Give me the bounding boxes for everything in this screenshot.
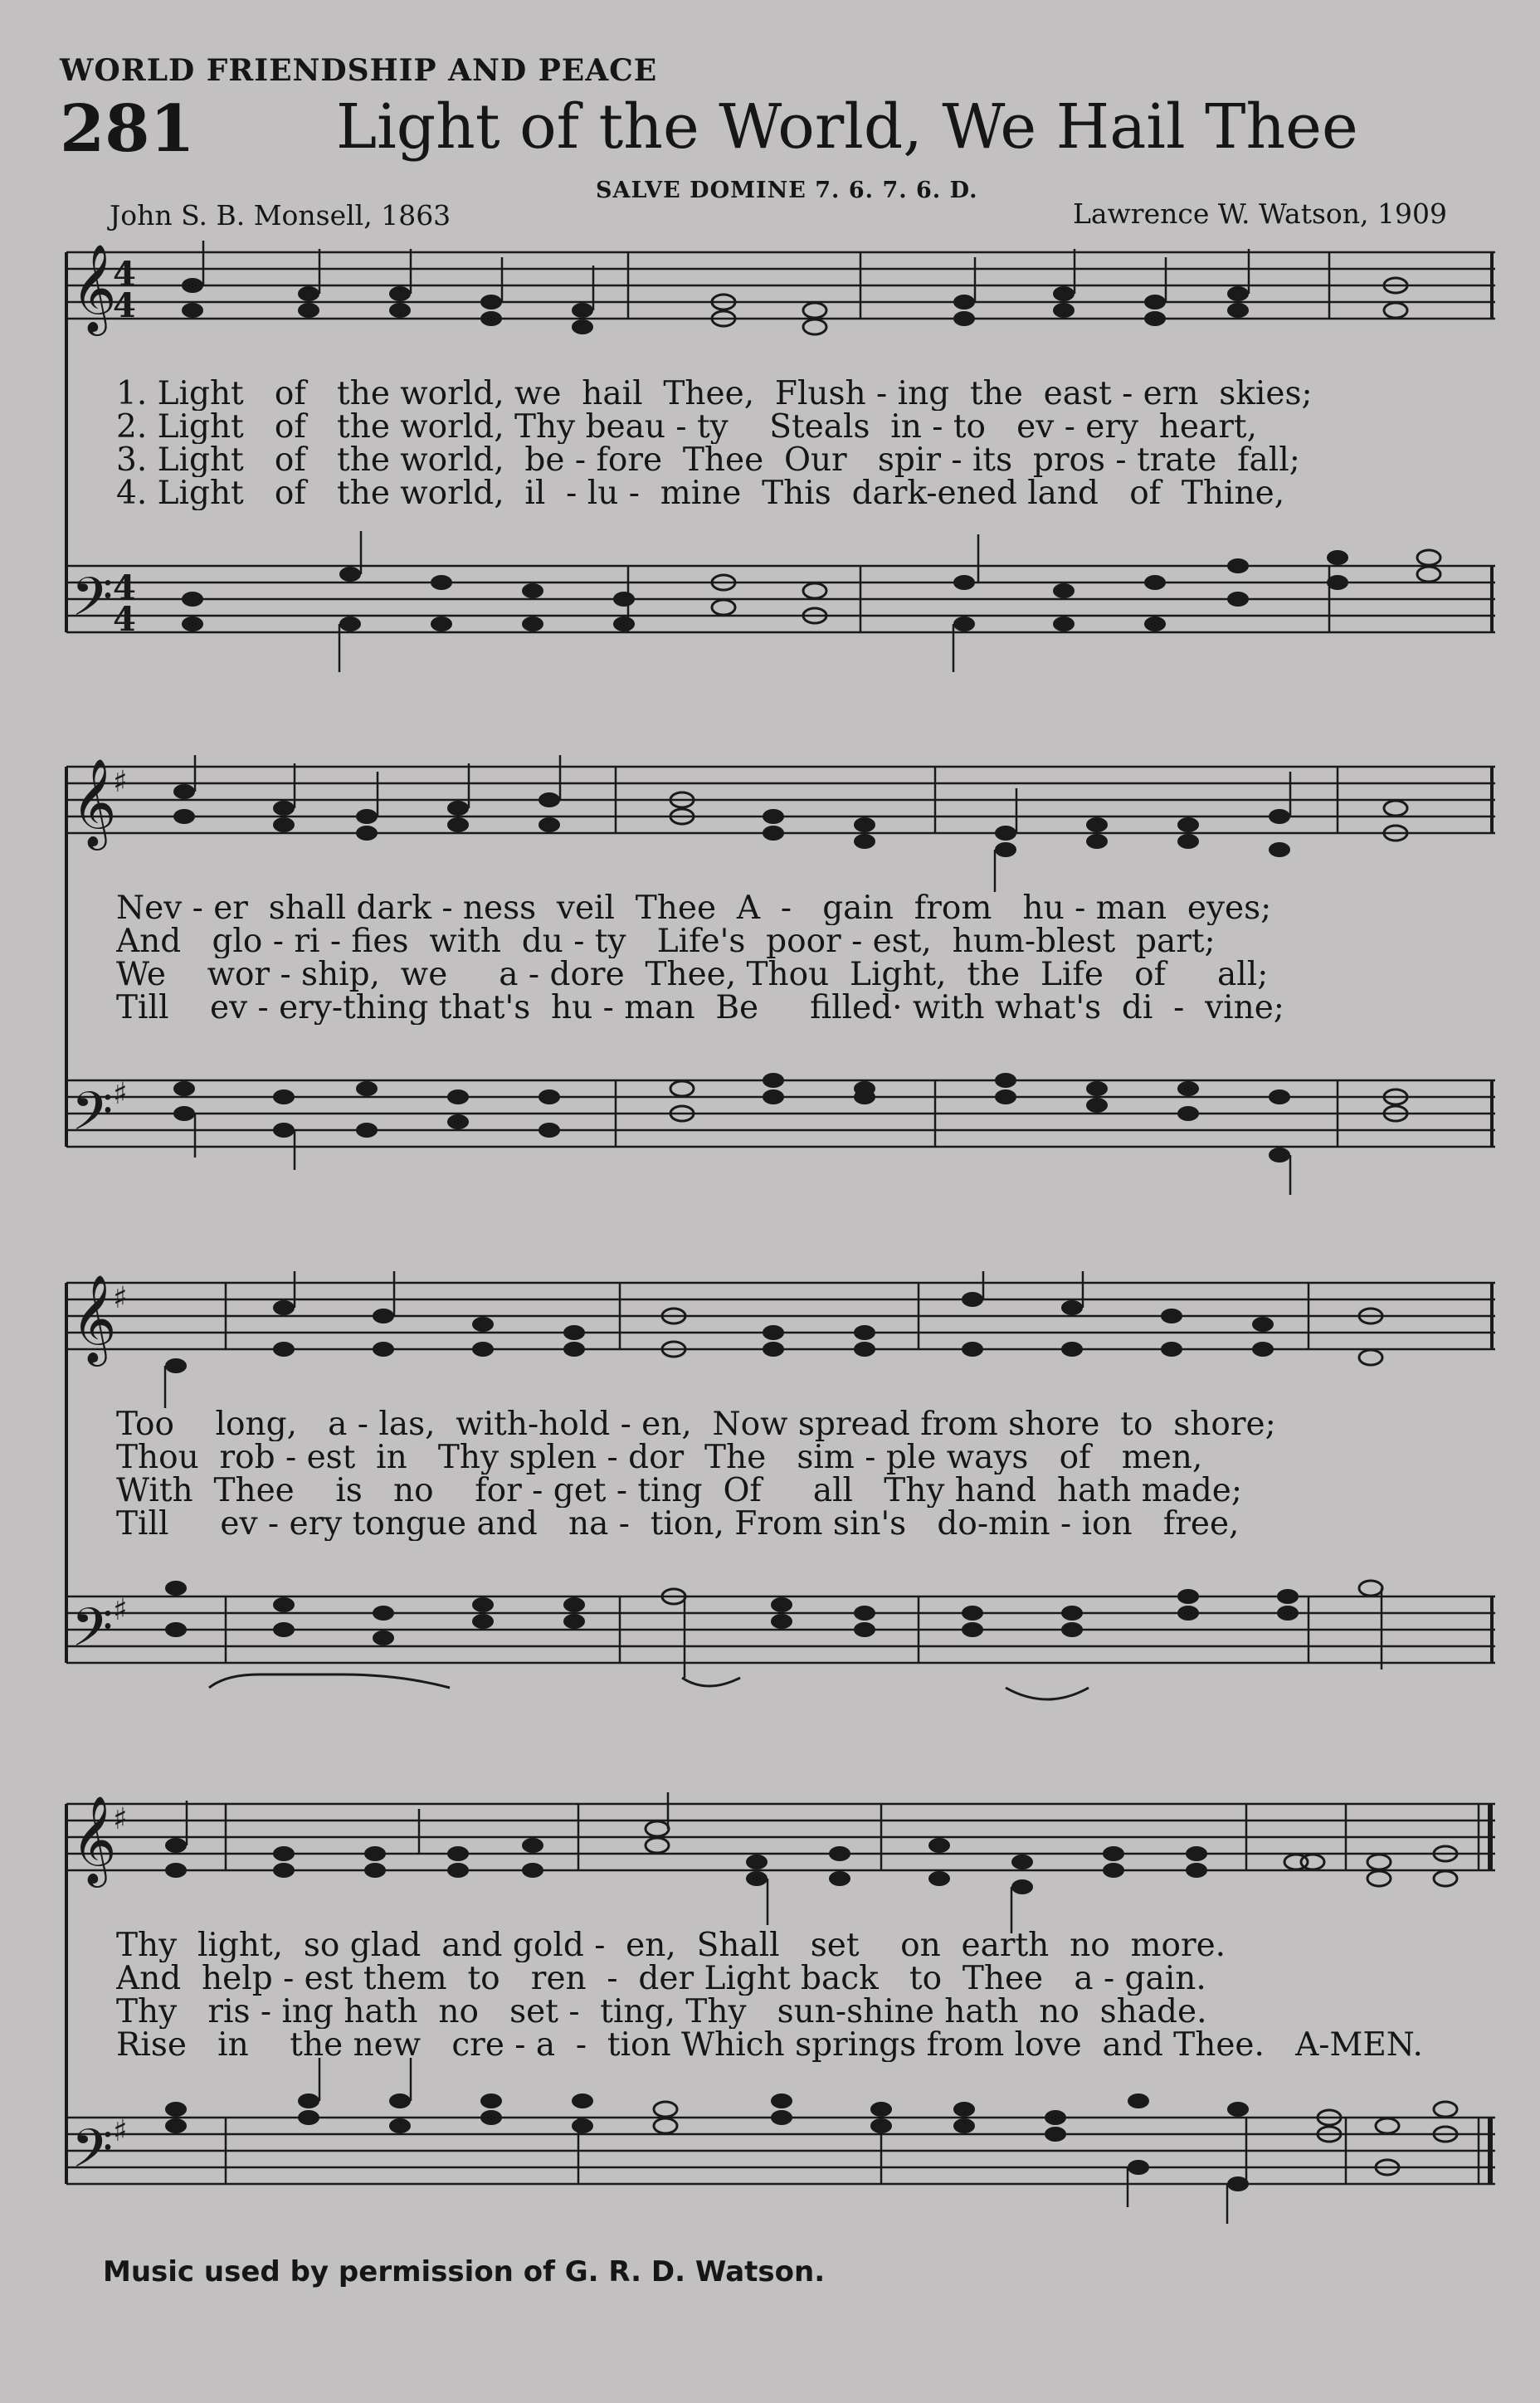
svg-text:𝄞: 𝄞 [71,243,117,332]
svg-text:4: 4 [113,600,136,639]
svg-text:♯: ♯ [113,1077,128,1111]
verse-line-1: 1. Light of the world, we hail Thee, Flush - ing the east - ern skies; [116,378,1313,411]
svg-text:♯: ♯ [113,1281,128,1315]
svg-text:♯: ♯ [113,765,128,799]
svg-text:4: 4 [113,286,136,325]
verse-line-2: And glo - ri - fies with du - ty Life's poor - est, hum-blest part; [116,925,1216,958]
svg-text:♯: ♯ [113,1802,128,1836]
author-credit: John S. B. Monsell, 1863 [110,199,451,232]
svg-text:𝄢: 𝄢 [71,2118,114,2193]
svg-text:𝄢: 𝄢 [71,1081,114,1156]
verse-line-3: With Thee is no for - get - ting Of all Thy hand hath made; [116,1474,1243,1508]
composer-credit: Lawrence W. Watson, 1909 [1072,197,1447,230]
music-system-1 [51,241,1495,680]
verse-line-2: 2. Light of the world, Thy beau - ty Steals in - to ev - ery heart, [116,411,1257,444]
svg-text:♯: ♯ [113,2114,128,2148]
verse-line-1: Too long, a - las, with-hold - en, Now spread from shore to shore; [116,1408,1276,1441]
verse-line-3: Thy ris - ing hath no set - ting, Thy sun-shine hath no shade. [116,1996,1207,2029]
music-system-2 [51,755,1495,1195]
verse-line-1: Nev - er shall dark - ness veil Thee A - gain from hu - man eyes; [116,892,1272,925]
verse-line-3: 3. Light of the world, be - fore Thee Our spir - its pros - trate fall; [116,444,1300,477]
hymn-title: Light of the World, We Hail Thee [336,91,1358,163]
verse-line-4: Rise in the new cre - a - tion Which springs from love and Thee. A-MEN. [116,2029,1423,2062]
music-system-4 [51,1792,1495,2232]
verse-line-2: And help - est them to ren - der Light back to Thee a - gain. [116,1962,1206,1996]
permission-note: Music used by permission of G. R. D. Watson. [103,2255,826,2288]
music-system-3 [51,1271,1495,1711]
verse-line-3: We wor - ship, we a - dore Thee, Thou Light, the Life of all; [116,958,1269,992]
section-title: WORLD FRIENDSHIP AND PEACE [60,53,658,88]
svg-text:𝄞: 𝄞 [71,1274,117,1362]
verse-line-2: Thou rob - est in Thy splen - dor The sim - ple ways of men, [116,1441,1203,1474]
svg-text:♯: ♯ [113,1593,128,1627]
svg-text:𝄞: 𝄞 [71,1795,117,1884]
svg-text:𝄞: 𝄞 [71,758,117,846]
svg-text:𝄢: 𝄢 [71,1597,114,1672]
tune-name-meter: SALVE DOMINE 7. 6. 7. 6. D. [596,178,978,203]
verse-line-1: Thy light, so glad and gold - en, Shall set on earth no more. [116,1929,1226,1962]
verse-line-4: 4. Light of the world, il - lu - mine This dark-ened land of Thine, [116,477,1285,510]
svg-text:𝄢: 𝄢 [71,567,114,641]
svg-text:4: 4 [113,568,136,607]
svg-text:4: 4 [113,255,136,294]
verse-line-4: Till ev - ery tongue and na - tion, From sin's do-min - ion free, [116,1508,1240,1541]
verse-line-4: Till ev - ery-thing that's hu - man Be filled· with what's di - vine; [116,992,1284,1025]
hymn-number: 281 [60,91,195,167]
